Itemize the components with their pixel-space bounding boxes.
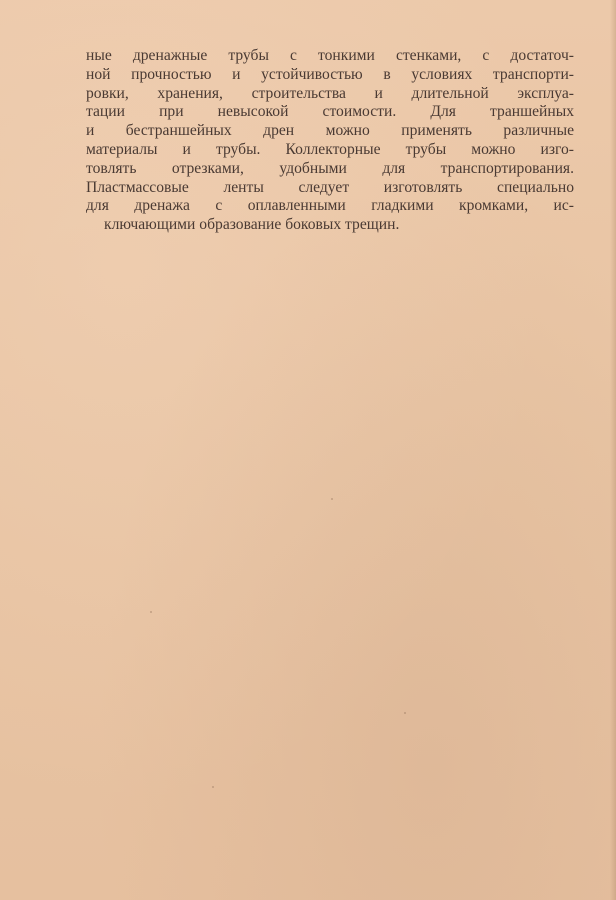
text-line: товлять отрезками, удобными для транспортирования. — [86, 159, 574, 177]
text-line: ной прочностью и устойчивостью в условиях транспорти- — [86, 65, 574, 83]
paper-speck — [404, 712, 406, 714]
text-line: и бестраншейных дрен можно применять различные — [86, 122, 574, 140]
paper-speck — [331, 498, 333, 500]
text-line: ключающими образование боковых трещин. — [104, 216, 400, 234]
body-text — [86, 47, 574, 235]
text-line: для дренажа с оплавленными гладкими кромками, ис- — [86, 197, 574, 215]
text-line: ные дренажные трубы с тонкими стенками, с достаточ- — [86, 47, 574, 64]
paper-speck — [150, 611, 152, 613]
text-line: материалы и трубы. Коллекторные трубы можно изго- — [86, 140, 574, 158]
text-line: тации при невысокой стоимости. Для траншейных — [86, 103, 574, 121]
paper-speck — [212, 786, 214, 788]
page-edge-shadow — [610, 0, 616, 900]
text-line: Пластмассовые ленты следует изготовлять специально — [86, 178, 574, 196]
text-line: ровки, хранения, строительства и длительной эксплуа- — [86, 84, 574, 102]
